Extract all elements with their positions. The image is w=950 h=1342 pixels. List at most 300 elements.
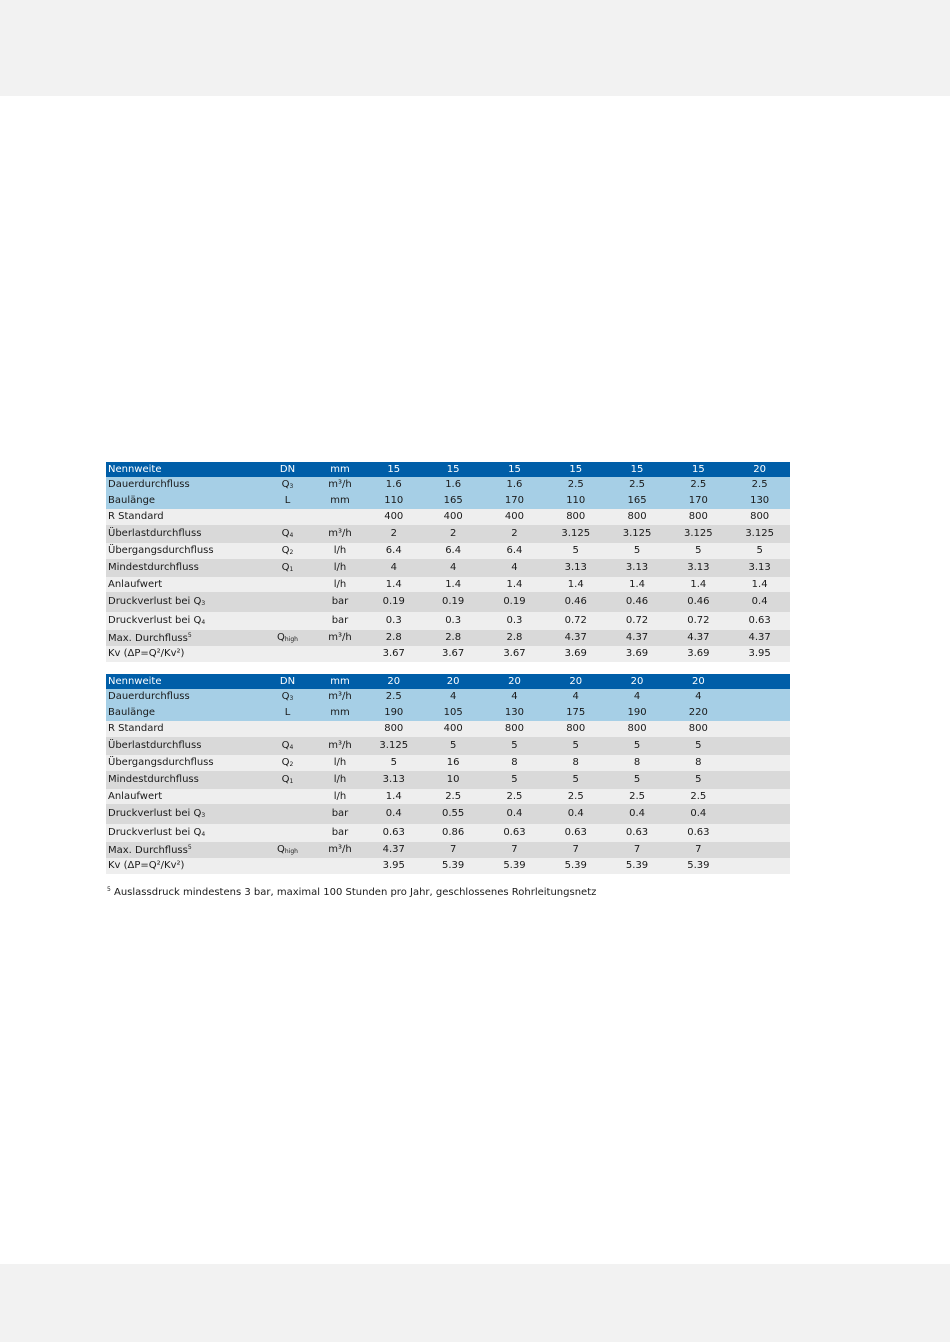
row-label [106, 630, 260, 646]
row-label [106, 842, 260, 858]
value-cell [729, 842, 790, 858]
row-label [106, 612, 260, 630]
symbol-text: Q [281, 691, 290, 702]
value-cell: 3.67 [365, 646, 423, 662]
value-cell: 400 [365, 509, 423, 525]
value-cell: 20 [668, 674, 729, 689]
value-cell: 0.63 [365, 824, 423, 842]
value-cell: 2.5 [484, 789, 545, 804]
value-cell: 4 [606, 689, 667, 705]
unit-cell: m³/h [315, 689, 365, 705]
symbol-cell [260, 789, 315, 804]
value-cell: 220 [668, 705, 729, 721]
unit-cell: mm [315, 493, 365, 509]
value-cell: 110 [545, 493, 606, 509]
value-cell: 130 [729, 493, 790, 509]
value-cell: 800 [545, 509, 606, 525]
footnote-text: Auslassdruck mindestens 3 bar, maximal 100 Stunden pro Jahr, geschlossenes Rohrleitungsnetz [110, 887, 597, 898]
value-cell: 3.13 [545, 559, 606, 577]
value-cell: 0.4 [668, 804, 729, 824]
dn-symbol: DN [260, 674, 315, 689]
value-cell: 0.63 [729, 612, 790, 630]
value-cell: 15 [606, 462, 667, 477]
value-cell: 0.19 [484, 592, 545, 612]
value-cell: 5 [484, 737, 545, 755]
value-cell: 400 [484, 509, 545, 525]
value-cell: 4 [423, 689, 484, 705]
value-cell: 3.125 [606, 525, 667, 543]
value-cell: 4 [545, 689, 606, 705]
value-cell: 3.95 [365, 858, 423, 874]
row-label: Mindestdurchfluss [106, 771, 260, 789]
symbol-cell [260, 559, 315, 577]
symbol-subscript: 2 [289, 549, 294, 556]
symbol-text: L [284, 495, 291, 506]
value-cell: 1.4 [365, 577, 423, 592]
value-cell: 190 [365, 705, 423, 721]
value-cell: 20 [606, 674, 667, 689]
table-row [106, 493, 790, 509]
row-label-subscript: 3 [201, 812, 206, 819]
symbol-cell [260, 543, 315, 559]
value-cell: 0.46 [606, 592, 667, 612]
unit-cell: l/h [315, 559, 365, 577]
value-cell: 3.125 [729, 525, 790, 543]
symbol-cell [260, 592, 315, 612]
nennweite-label: Nennweite [106, 674, 260, 689]
value-cell: 3.69 [606, 646, 667, 662]
value-cell: 0.63 [484, 824, 545, 842]
value-cell: 6.4 [423, 543, 484, 559]
value-cell: 7 [484, 842, 545, 858]
row-label: Baulänge [106, 493, 260, 509]
value-cell: 800 [484, 721, 545, 737]
spec-table-2 [106, 674, 790, 874]
value-cell: 10 [423, 771, 484, 789]
unit-cell: mm [315, 462, 365, 477]
value-cell: 5.39 [423, 858, 484, 874]
value-cell: 5 [545, 737, 606, 755]
symbol-subscript: 1 [289, 778, 294, 785]
value-cell: 0.46 [668, 592, 729, 612]
symbol-text: Q [281, 562, 290, 573]
symbol-cell [260, 646, 315, 662]
symbol-subscript: 1 [289, 566, 294, 573]
unit-cell: mm [315, 674, 365, 689]
table-row [106, 721, 790, 737]
value-cell: 0.3 [484, 612, 545, 630]
value-cell: 0.4 [606, 804, 667, 824]
table-row [106, 789, 790, 804]
value-cell: 5 [729, 543, 790, 559]
value-cell: 5.39 [606, 858, 667, 874]
symbol-cell [260, 804, 315, 824]
value-cell: 800 [606, 721, 667, 737]
value-cell: 20 [545, 674, 606, 689]
value-cell: 1.4 [423, 577, 484, 592]
row-label: Anlaufwert [106, 789, 260, 804]
value-cell: 8 [545, 755, 606, 771]
unit-cell: bar [315, 592, 365, 612]
value-cell: 7 [668, 842, 729, 858]
value-cell: 800 [668, 509, 729, 525]
row-label [106, 824, 260, 842]
value-cell: 0.19 [423, 592, 484, 612]
value-cell: 2.8 [365, 630, 423, 646]
value-cell: 2.5 [668, 789, 729, 804]
symbol-cell [260, 577, 315, 592]
value-cell: 5 [545, 771, 606, 789]
unit-cell: m³/h [315, 842, 365, 858]
symbol-cell [260, 525, 315, 543]
row-label-subscript: 3 [201, 600, 206, 607]
value-cell [729, 737, 790, 755]
value-cell: 8 [668, 755, 729, 771]
value-cell: 2.5 [606, 789, 667, 804]
symbol-subscript: 4 [289, 744, 294, 751]
value-cell: 800 [545, 721, 606, 737]
symbol-subscript: 3 [289, 483, 294, 490]
page-top-band [0, 0, 950, 96]
symbol-cell [260, 493, 315, 509]
value-cell: 1.4 [606, 577, 667, 592]
value-cell: 2 [423, 525, 484, 543]
value-cell: 3.67 [484, 646, 545, 662]
table-row [106, 842, 790, 858]
unit-cell [315, 858, 365, 874]
row-label: Übergangsdurchfluss [106, 755, 260, 771]
table-row [106, 592, 790, 612]
table-row [106, 525, 790, 543]
table-row [106, 630, 790, 646]
footnote-marker: 5 [107, 886, 111, 893]
table-row [106, 737, 790, 755]
value-cell: 5.39 [484, 858, 545, 874]
value-cell: 15 [668, 462, 729, 477]
symbol-cell [260, 630, 315, 646]
value-cell: 0.63 [668, 824, 729, 842]
value-cell: 1.4 [729, 577, 790, 592]
symbol-subscript: 4 [289, 532, 294, 539]
value-cell: 4.37 [668, 630, 729, 646]
row-label-text: Druckverlust bei Q [108, 615, 202, 626]
value-cell: 2.8 [484, 630, 545, 646]
value-cell: 130 [484, 705, 545, 721]
value-cell [729, 858, 790, 874]
row-label: Mindestdurchfluss [106, 559, 260, 577]
value-cell: 800 [729, 509, 790, 525]
row-label-text: Max. Durchfluss [108, 844, 188, 856]
row-label [106, 804, 260, 824]
value-cell: 4.37 [729, 630, 790, 646]
symbol-cell [260, 824, 315, 842]
value-cell: 20 [484, 674, 545, 689]
unit-cell: l/h [315, 543, 365, 559]
table-row [106, 577, 790, 592]
row-label-subscript: 4 [201, 619, 206, 626]
value-cell: 400 [423, 509, 484, 525]
value-cell: 7 [423, 842, 484, 858]
value-cell: 1.6 [365, 477, 423, 493]
row-label [106, 592, 260, 612]
unit-cell: m³/h [315, 525, 365, 543]
symbol-text: Q [281, 479, 290, 490]
value-cell [729, 755, 790, 771]
value-cell: 1.6 [423, 477, 484, 493]
table-row [106, 804, 790, 824]
value-cell: 0.72 [545, 612, 606, 630]
value-cell [729, 721, 790, 737]
symbol-cell [260, 705, 315, 721]
value-cell: 0.4 [545, 804, 606, 824]
value-cell: 165 [423, 493, 484, 509]
value-cell: 16 [423, 755, 484, 771]
unit-cell: bar [315, 804, 365, 824]
value-cell: 5 [606, 543, 667, 559]
table-row [106, 612, 790, 630]
header-row [106, 674, 790, 689]
row-label-text: Druckverlust bei Q [108, 827, 202, 838]
value-cell: 0.4 [365, 804, 423, 824]
value-cell: 3.13 [668, 559, 729, 577]
row-label: Dauerdurchfluss [106, 689, 260, 705]
symbol-subscript: 2 [289, 761, 294, 768]
nennweite-label: Nennweite [106, 462, 260, 477]
value-cell: 170 [484, 493, 545, 509]
value-cell: 3.69 [668, 646, 729, 662]
table-row [106, 705, 790, 721]
symbol-cell [260, 771, 315, 789]
table-row [106, 559, 790, 577]
value-cell: 5 [484, 771, 545, 789]
table-row [106, 689, 790, 705]
unit-cell [315, 646, 365, 662]
row-label: Dauerdurchfluss [106, 477, 260, 493]
unit-cell: bar [315, 612, 365, 630]
symbol-subscript: high [284, 636, 298, 643]
spec-table-1 [106, 462, 790, 662]
value-cell: 0.55 [423, 804, 484, 824]
value-cell: 2 [365, 525, 423, 543]
unit-cell: m³/h [315, 630, 365, 646]
table-row [106, 509, 790, 525]
footnote [107, 886, 807, 898]
unit-cell: m³/h [315, 477, 365, 493]
value-cell: 5 [668, 737, 729, 755]
value-cell: 2 [484, 525, 545, 543]
row-label-text: Max. Durchfluss [108, 632, 188, 644]
row-label-superscript: 5 [187, 631, 192, 639]
value-cell [729, 674, 790, 689]
value-cell: 6.4 [484, 543, 545, 559]
value-cell: 5 [668, 771, 729, 789]
symbol-text: Q [277, 632, 285, 643]
symbol-cell [260, 842, 315, 858]
symbol-text: Q [281, 545, 290, 556]
value-cell: 1.6 [484, 477, 545, 493]
row-label: R Standard [106, 721, 260, 737]
value-cell: 190 [606, 705, 667, 721]
dn-symbol: DN [260, 462, 315, 477]
value-cell: 20 [423, 674, 484, 689]
value-cell: 2.5 [729, 477, 790, 493]
table-row [106, 858, 790, 874]
value-cell: 15 [545, 462, 606, 477]
value-cell: 8 [606, 755, 667, 771]
value-cell: 5 [365, 755, 423, 771]
unit-cell: bar [315, 824, 365, 842]
symbol-subscript: high [284, 848, 298, 855]
value-cell: 6.4 [365, 543, 423, 559]
value-cell: 5 [606, 737, 667, 755]
value-cell: 3.67 [423, 646, 484, 662]
unit-cell: l/h [315, 577, 365, 592]
value-cell: 15 [365, 462, 423, 477]
value-cell: 400 [423, 721, 484, 737]
value-cell: 0.3 [423, 612, 484, 630]
value-cell: 3.13 [729, 559, 790, 577]
value-cell: 800 [365, 721, 423, 737]
symbol-text: Q [281, 774, 290, 785]
value-cell: 4 [668, 689, 729, 705]
value-cell: 1.4 [484, 577, 545, 592]
value-cell [729, 804, 790, 824]
value-cell: 165 [606, 493, 667, 509]
unit-cell: l/h [315, 771, 365, 789]
symbol-cell [260, 755, 315, 771]
value-cell: 0.46 [545, 592, 606, 612]
value-cell: 105 [423, 705, 484, 721]
value-cell: 2.5 [365, 689, 423, 705]
table-row [106, 543, 790, 559]
symbol-cell [260, 509, 315, 525]
symbol-cell [260, 689, 315, 705]
unit-cell: l/h [315, 755, 365, 771]
row-label: Übergangsdurchfluss [106, 543, 260, 559]
value-cell: 3.69 [545, 646, 606, 662]
value-cell: 2.5 [668, 477, 729, 493]
value-cell: 0.4 [484, 804, 545, 824]
row-label-superscript: 5 [187, 843, 192, 851]
row-label-text: Druckverlust bei Q [108, 596, 202, 607]
value-cell: 5 [423, 737, 484, 755]
value-cell: 5.39 [668, 858, 729, 874]
value-cell [729, 705, 790, 721]
value-cell [729, 689, 790, 705]
table-row [106, 771, 790, 789]
value-cell: 7 [545, 842, 606, 858]
value-cell: 20 [365, 674, 423, 689]
row-label-subscript: 4 [201, 831, 206, 838]
row-label: R Standard [106, 509, 260, 525]
row-label: Anlaufwert [106, 577, 260, 592]
value-cell: 0.63 [606, 824, 667, 842]
value-cell: 2.5 [545, 477, 606, 493]
value-cell: 2.8 [423, 630, 484, 646]
value-cell: 0.86 [423, 824, 484, 842]
value-cell: 1.4 [365, 789, 423, 804]
value-cell: 0.72 [668, 612, 729, 630]
value-cell: 0.63 [545, 824, 606, 842]
value-cell: 20 [729, 462, 790, 477]
row-label-text: Druckverlust bei Q [108, 808, 202, 819]
table-row [106, 755, 790, 771]
value-cell: 0.19 [365, 592, 423, 612]
unit-cell: l/h [315, 789, 365, 804]
row-label: Überlastdurchfluss [106, 525, 260, 543]
table-row [106, 646, 790, 662]
value-cell: 0.4 [729, 592, 790, 612]
symbol-cell [260, 612, 315, 630]
value-cell: 175 [545, 705, 606, 721]
value-cell: 8 [484, 755, 545, 771]
value-cell: 4 [484, 689, 545, 705]
value-cell: 110 [365, 493, 423, 509]
value-cell: 5 [545, 543, 606, 559]
row-label: Kv (ΔP=Q²/Kv²) [106, 646, 260, 662]
value-cell: 5 [606, 771, 667, 789]
value-cell: 15 [423, 462, 484, 477]
symbol-text: Q [281, 528, 290, 539]
value-cell: 800 [606, 509, 667, 525]
value-cell: 5 [668, 543, 729, 559]
symbol-cell [260, 737, 315, 755]
value-cell: 170 [668, 493, 729, 509]
value-cell: 3.125 [365, 737, 423, 755]
table-row [106, 477, 790, 493]
value-cell: 4 [423, 559, 484, 577]
row-label: Baulänge [106, 705, 260, 721]
row-label: Kv (ΔP=Q²/Kv²) [106, 858, 260, 874]
value-cell: 5.39 [545, 858, 606, 874]
value-cell: 4.37 [365, 842, 423, 858]
value-cell: 7 [606, 842, 667, 858]
unit-cell [315, 509, 365, 525]
symbol-cell [260, 858, 315, 874]
symbol-subscript: 3 [289, 695, 294, 702]
symbol-cell [260, 477, 315, 493]
value-cell: 2.5 [545, 789, 606, 804]
value-cell [729, 771, 790, 789]
page-bottom-band [0, 1264, 950, 1342]
header-row [106, 462, 790, 477]
table-row [106, 824, 790, 842]
unit-cell: mm [315, 705, 365, 721]
symbol-text: Q [281, 740, 290, 751]
value-cell: 15 [484, 462, 545, 477]
value-cell [729, 789, 790, 804]
symbol-text: Q [281, 757, 290, 768]
value-cell: 2.5 [423, 789, 484, 804]
value-cell: 3.95 [729, 646, 790, 662]
unit-cell: m³/h [315, 737, 365, 755]
value-cell: 4 [365, 559, 423, 577]
value-cell: 1.4 [668, 577, 729, 592]
row-label: Überlastdurchfluss [106, 737, 260, 755]
value-cell: 3.13 [606, 559, 667, 577]
symbol-text: L [284, 707, 291, 718]
value-cell: 4.37 [606, 630, 667, 646]
symbol-text: Q [277, 844, 285, 855]
value-cell: 1.4 [545, 577, 606, 592]
value-cell: 0.3 [365, 612, 423, 630]
value-cell: 2.5 [606, 477, 667, 493]
value-cell: 3.13 [365, 771, 423, 789]
value-cell: 4.37 [545, 630, 606, 646]
value-cell: 800 [668, 721, 729, 737]
symbol-cell [260, 721, 315, 737]
unit-cell [315, 721, 365, 737]
